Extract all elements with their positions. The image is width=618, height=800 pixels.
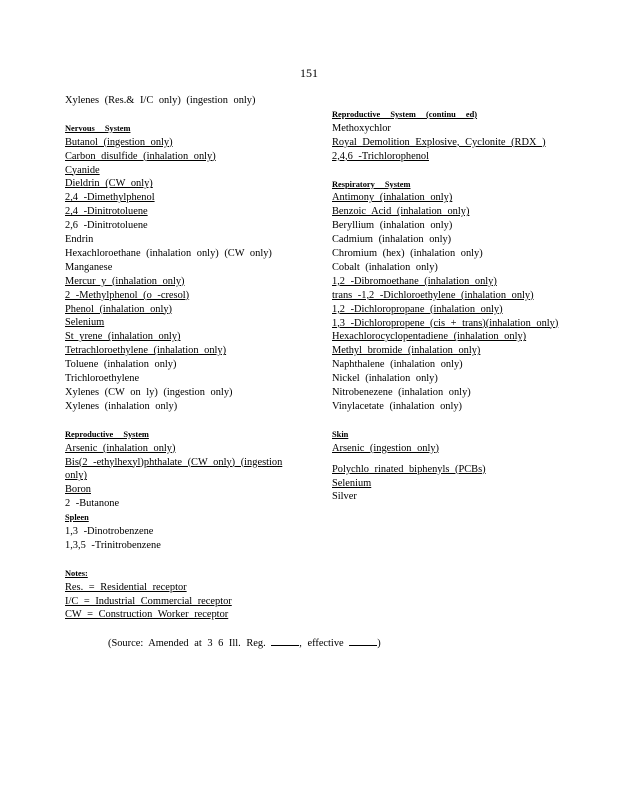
source-suffix: ) <box>377 638 381 649</box>
list-item: 2,4 -Dimethylphenol <box>65 192 155 204</box>
list-item: Xylenes (inhalation only) <box>65 400 178 412</box>
skin-heading: Skin <box>332 429 349 439</box>
list-item: Nickel (inhalation only) <box>332 373 438 385</box>
note-item: Res. = Residential receptor <box>65 581 187 593</box>
list-item: Phenol (inhalation only) <box>65 303 173 315</box>
list-item: Methyl bromide (inhalation only) <box>332 345 481 357</box>
effective-date-blank <box>349 636 377 646</box>
list-item: Toluene (inhalation only) <box>65 359 177 371</box>
spacer <box>65 553 310 567</box>
list-item: Silver <box>332 491 357 503</box>
list-item: Hexachlorocyclopentadiene (inhalation only) <box>332 331 527 343</box>
spacer <box>332 414 592 428</box>
source-note <box>108 636 381 649</box>
list-item: Arsenic (inhalation only) <box>65 442 176 454</box>
list-item: Cobalt (inhalation only) <box>332 261 438 273</box>
reproductive-system-heading: Reproductive System <box>65 429 149 439</box>
list-item: 2,6 -Dinitrotoluene <box>65 220 148 232</box>
list-item: Hexachloroethane (inhalation only) (CW only) <box>65 247 272 259</box>
list-item: 1,2 -Dibromoethane (inhalation only) <box>332 275 497 287</box>
list-item: Nitrobenezene (inhalation only) <box>332 387 471 399</box>
list-item: 1,2 -Dichloropropane (inhalation only) <box>332 303 503 315</box>
reproductive-continued-heading: Reproductive System (continu ed) <box>332 110 478 119</box>
notes-heading: Notes: <box>65 568 88 578</box>
list-item: Polychlo rinated biphenyls (PCBs) <box>332 463 486 475</box>
list-item: Butanol (ingestion only) <box>65 136 173 148</box>
list-item: Trichloroethylene <box>65 373 140 385</box>
list-item: Dieldrin (CW only) <box>65 178 153 190</box>
list-item: 1,3 -Dinotrobenzene <box>65 526 154 538</box>
list-item: Bis(2 -ethylhexyl)phthalate (CW only) (ingestion <box>65 456 283 468</box>
list-item: Selenium <box>65 317 105 329</box>
list-item: St yrene (inhalation only) <box>65 331 181 343</box>
respiratory-system-heading: Respiratory System <box>332 179 411 189</box>
source-prefix: (Source: Amended at 3 6 Ill. Reg. <box>108 638 266 649</box>
list-item: Manganese <box>65 261 113 273</box>
list-item: 2 -Methylphenol (o -cresol) <box>65 289 190 301</box>
list-item: Beryllium (inhalation only) <box>332 220 453 232</box>
list-item: Selenium <box>332 477 372 489</box>
list-item: Vinylacetate (inhalation only) <box>332 401 463 413</box>
spacer <box>65 108 310 122</box>
list-item: Royal Demolition Explosive, Cyclonite (RDX ) <box>332 136 546 148</box>
list-item: 2,4,6 -Trichlorophenol <box>332 150 429 162</box>
list-item: Boron <box>65 484 91 496</box>
list-item: Methoxychlor <box>332 122 391 134</box>
list-item: Benzoic Acid (inhalation only) <box>332 206 470 218</box>
list-item: Chromium (hex) (inhalation only) <box>332 248 483 260</box>
list-item: Tetrachloroethylene (inhalation only) <box>65 345 227 357</box>
spacer <box>332 164 592 178</box>
right-column <box>332 108 592 504</box>
list-item: Carbon disulfide (inhalation only) <box>65 150 216 162</box>
spacer <box>332 456 592 463</box>
page-number: 151 <box>300 66 318 80</box>
spacer <box>65 414 310 428</box>
register-number-blank <box>271 636 299 646</box>
list-item: Cadmium (inhalation only) <box>332 234 452 246</box>
list-item: Arsenic (ingestion only) <box>332 442 439 454</box>
list-item: Xylenes (CW on ly) (ingestion only) <box>65 387 233 399</box>
left-column <box>65 94 310 622</box>
list-item: 2 -Butanone <box>65 498 120 510</box>
list-item: 2,4 -Dinitrotoluene <box>65 206 148 218</box>
list-item: Endrin <box>65 234 94 246</box>
source-middle: , effective <box>299 638 344 649</box>
note-item: I/C = Industrial Commercial receptor <box>65 595 232 607</box>
intro-line: Xylenes (Res.& I/C only) (ingestion only) <box>65 95 256 106</box>
nervous-system-heading: Nervous System <box>65 123 131 133</box>
list-item: Cyanide <box>65 164 100 176</box>
list-item: trans -1,2 -Dichloroethylene (inhalation only) <box>332 289 534 301</box>
list-item: Antimony (inhalation only) <box>332 192 453 204</box>
list-item: Naphthalene (inhalation only) <box>332 359 463 371</box>
list-item: Mercur y (inhalation only) <box>65 275 185 287</box>
list-item: only) <box>65 470 87 482</box>
spleen-heading: Spleen <box>65 513 89 523</box>
list-item: 1,3,5 -Trinitrobenzene <box>65 539 161 551</box>
note-item: CW = Construction Worker receptor <box>65 609 229 621</box>
list-item: 1,3 -Dichloropropene (cis + trans)(inhalation only) <box>332 317 559 329</box>
